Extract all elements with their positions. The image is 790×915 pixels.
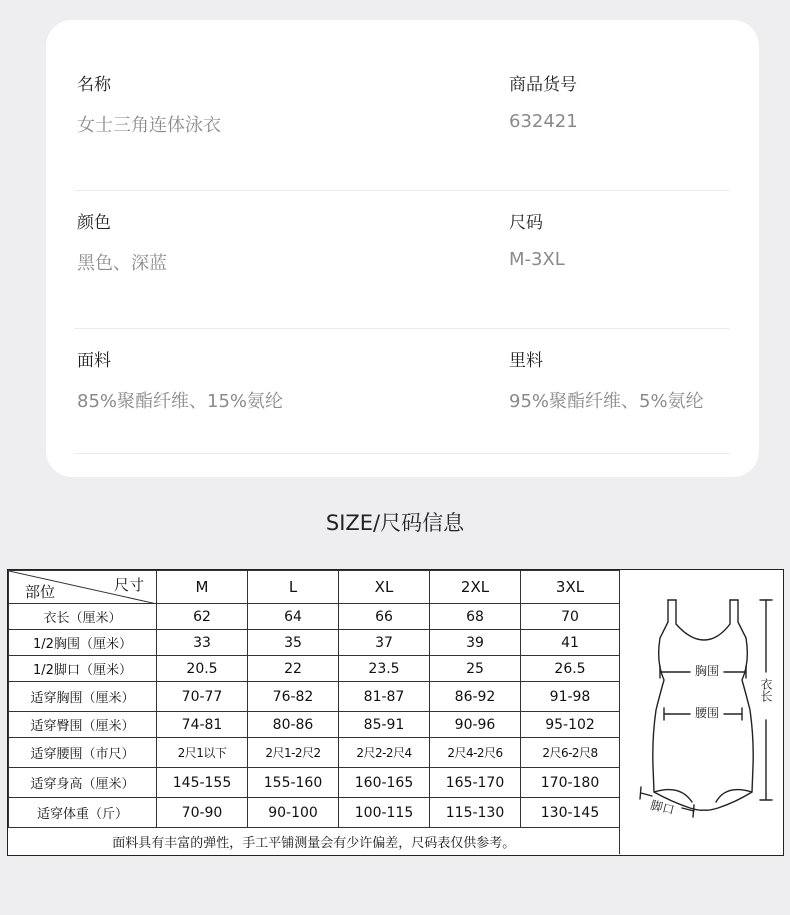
- chest-label: 胸围: [694, 664, 719, 678]
- info-row-color: [74, 208, 730, 329]
- size-row: [9, 630, 620, 656]
- size-row-label: 适穿胸围（厘米）: [9, 682, 157, 712]
- size-section-title: SIZE/尺码信息: [325, 511, 465, 535]
- size-cell: 70-77: [157, 682, 248, 712]
- size-header: 2XL: [430, 571, 521, 604]
- size-header: L: [248, 571, 339, 604]
- info-row-fabric: [74, 346, 730, 454]
- size-cell: 70-90: [157, 798, 248, 828]
- size-row-label: 衣长（厘米）: [9, 604, 157, 630]
- product-info-card: [46, 20, 759, 477]
- size-cell: 23.5: [339, 656, 430, 682]
- size-cell: 66: [339, 604, 430, 630]
- size-cell: 90-96: [430, 712, 521, 738]
- size-row-label: 1/2胸围（厘米）: [9, 630, 157, 656]
- size-cell: 64: [248, 604, 339, 630]
- info-value: 85%聚酯纤维、15%氨纶: [77, 391, 284, 412]
- size-cell: 37: [339, 630, 430, 656]
- size-cell: 62: [157, 604, 248, 630]
- size-row-label: 适穿体重（斤）: [9, 798, 157, 828]
- size-row: [9, 656, 620, 682]
- info-fabric: [77, 346, 283, 413]
- info-sku: [509, 70, 578, 132]
- size-row-label: 1/2脚口（厘米）: [9, 656, 157, 682]
- size-row: [9, 682, 620, 712]
- info-label: 名称: [77, 75, 111, 95]
- size-row: [9, 798, 620, 828]
- corner-cell: [9, 571, 157, 604]
- size-cell: 41: [521, 630, 620, 656]
- info-label: 面料: [77, 351, 111, 371]
- size-cell: 76-82: [248, 682, 339, 712]
- size-header: M: [157, 571, 248, 604]
- info-value: 女士三角连体泳衣: [77, 115, 221, 136]
- size-cell: 74-81: [157, 712, 248, 738]
- leg-label: 脚口: [649, 797, 676, 818]
- length-label: 衣长: [759, 678, 773, 702]
- size-cell: 160-165: [339, 768, 430, 798]
- size-row-label: 适穿身高（厘米）: [9, 768, 157, 798]
- size-cell: 2尺6-2尺8: [521, 738, 620, 768]
- info-lining: [509, 346, 704, 413]
- size-header: XL: [339, 571, 430, 604]
- info-label: 商品货号: [509, 75, 577, 95]
- size-cell: 2尺2-2尺4: [339, 738, 430, 768]
- size-cell: 25: [430, 656, 521, 682]
- info-label: 里料: [509, 351, 543, 371]
- size-row: [9, 712, 620, 738]
- size-cell: 68: [430, 604, 521, 630]
- info-value: M-3XL: [509, 249, 565, 270]
- size-cell: 91-98: [521, 682, 620, 712]
- size-cell: 81-87: [339, 682, 430, 712]
- size-row: [9, 768, 620, 798]
- size-cell: 170-180: [521, 768, 620, 798]
- size-row-label: 适穿腰围（市尺）: [9, 738, 157, 768]
- size-cell: 90-100: [248, 798, 339, 828]
- info-label: 尺码: [509, 213, 543, 233]
- size-cell: 2尺1-2尺2: [248, 738, 339, 768]
- size-chart: [7, 569, 784, 856]
- size-cell: 155-160: [248, 768, 339, 798]
- corner-part-label: 部位: [25, 583, 56, 601]
- info-label: 颜色: [77, 213, 111, 233]
- size-cell: 39: [430, 630, 521, 656]
- info-color: [77, 208, 167, 275]
- size-cell: 80-86: [248, 712, 339, 738]
- size-cell: 26.5: [521, 656, 620, 682]
- size-header-row: [9, 571, 620, 604]
- info-value: 95%聚酯纤维、5%氨纶: [509, 391, 704, 412]
- size-cell: 86-92: [430, 682, 521, 712]
- size-cell: 2尺4-2尺6: [430, 738, 521, 768]
- size-cell: 165-170: [430, 768, 521, 798]
- size-row-label: 适穿臀围（厘米）: [9, 712, 157, 738]
- size-note: 面料具有丰富的弹性，手工平铺测量会有少许偏差，尺码表仅供参考。: [9, 828, 620, 855]
- size-header: 3XL: [521, 571, 620, 604]
- size-cell: 85-91: [339, 712, 430, 738]
- info-name: [77, 70, 221, 137]
- size-table: [8, 570, 620, 854]
- waist-label: 腰围: [694, 706, 719, 720]
- size-cell: 33: [157, 630, 248, 656]
- size-cell: 35: [248, 630, 339, 656]
- size-cell: 100-115: [339, 798, 430, 828]
- info-size-range: [509, 208, 565, 270]
- note-row: [9, 828, 620, 855]
- corner-size-label: 尺寸: [113, 576, 144, 594]
- size-cell: 145-155: [157, 768, 248, 798]
- size-cell: 130-145: [521, 798, 620, 828]
- size-cell: 20.5: [157, 656, 248, 682]
- size-cell: 70: [521, 604, 620, 630]
- size-cell: 115-130: [430, 798, 521, 828]
- info-value: 黑色、深蓝: [77, 253, 167, 274]
- swimsuit-diagram: [619, 570, 784, 854]
- size-row: [9, 738, 620, 768]
- size-cell: 2尺1以下: [157, 738, 248, 768]
- size-row: [9, 604, 620, 630]
- info-value: 632421: [509, 111, 578, 132]
- info-row-name: [74, 70, 730, 191]
- size-cell: 22: [248, 656, 339, 682]
- size-cell: 95-102: [521, 712, 620, 738]
